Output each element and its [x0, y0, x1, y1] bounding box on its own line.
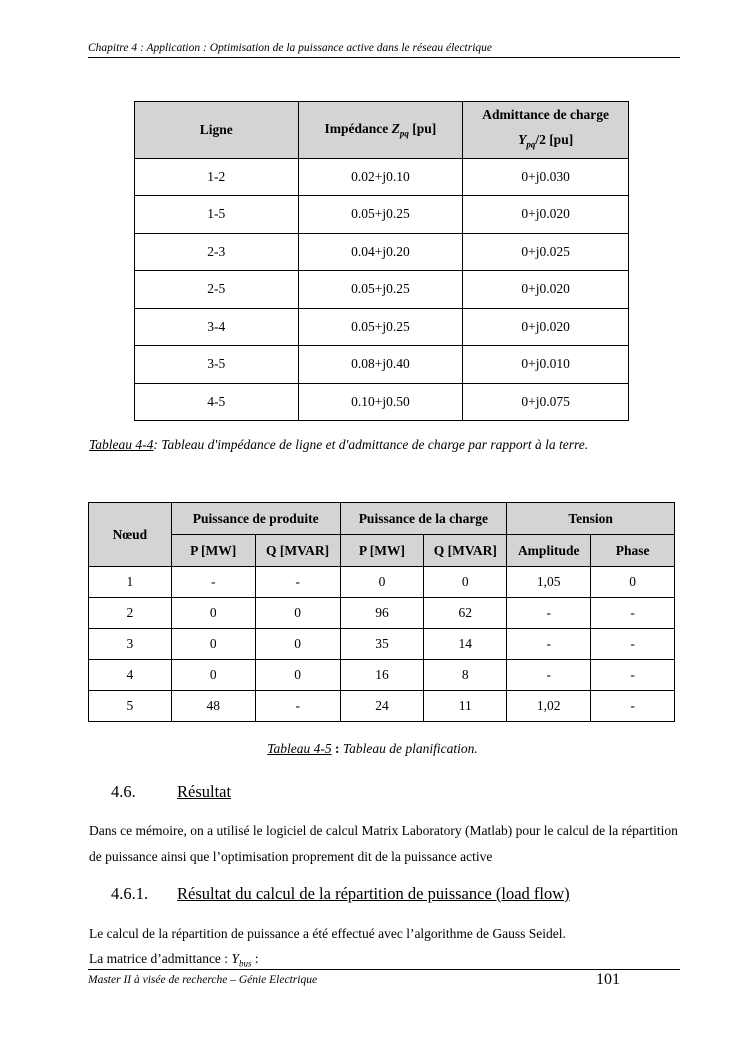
cell-z: 0.08+j0.40 [298, 346, 463, 384]
ybus-end: : [251, 951, 259, 966]
cell-pg: 0 [171, 629, 255, 660]
cell-qg: 0 [255, 598, 340, 629]
paragraph-intro: Dans ce mémoire, on a utilisé le logiciel de calcul Matrix Laboratory (Matlab) pour le calcul de la répartition de puissance ainsi que l’optimisation proprement dit de la puissance active [89, 823, 678, 864]
header-impedance [298, 102, 463, 159]
cell-y: 0+j0.020 [463, 308, 629, 346]
z-unit: [pu] [408, 121, 437, 136]
header-charge: Puissance de la charge [340, 503, 507, 535]
cell-amp: - [507, 660, 591, 691]
cell-ph: - [591, 629, 675, 660]
header-tension: Tension [507, 503, 675, 535]
table-row [135, 383, 629, 421]
caption-table-4-5 [0, 741, 745, 757]
cell-n: 3 [89, 629, 172, 660]
cell-n: 4 [89, 660, 172, 691]
subsection-number: 4.6.1. [111, 884, 149, 903]
footer-text: Master II à visée de recherche – Génie Electrique [88, 974, 318, 986]
y-symbol: Y [518, 132, 527, 147]
cell-qg: - [255, 691, 340, 722]
section-heading [111, 782, 231, 802]
subsection-title: Résultat du calcul de la répartition de puissance (load flow) [177, 884, 570, 903]
header-p-gen: P [MW] [171, 535, 255, 567]
table-row [89, 567, 675, 598]
ybus-symbol: Y [231, 951, 239, 966]
section-number: 4.6. [111, 782, 136, 801]
cell-y: 0+j0.020 [463, 271, 629, 309]
table-row [135, 233, 629, 271]
cell-ql: 62 [424, 598, 507, 629]
cell-qg: - [255, 567, 340, 598]
table-row [135, 271, 629, 309]
cell-z: 0.05+j0.25 [298, 271, 463, 309]
cell-z: 0.02+j0.10 [298, 158, 463, 196]
header-ligne: Ligne [135, 102, 299, 159]
cell-pg: - [171, 567, 255, 598]
z-subscript: pq [399, 128, 409, 139]
table-row [89, 691, 675, 722]
cell-ph: - [591, 598, 675, 629]
table-row [135, 346, 629, 384]
cell-amp: 1,02 [507, 691, 591, 722]
cell-pl: 96 [340, 598, 424, 629]
cell-z: 0.10+j0.50 [298, 383, 463, 421]
table-row [135, 308, 629, 346]
caption-table-4-4 [89, 437, 588, 453]
ybus-subscript: bus [238, 958, 252, 969]
header-q-load: Q [MVAR] [424, 535, 507, 567]
cell-n: 2 [89, 598, 172, 629]
header-phase: Phase [591, 535, 675, 567]
cell-amp: 1,05 [507, 567, 591, 598]
table-header-row [135, 102, 629, 159]
cell-ph: - [591, 660, 675, 691]
cell-amp: - [507, 598, 591, 629]
cell-ligne: 3-5 [135, 346, 299, 384]
cell-z: 0.05+j0.25 [298, 196, 463, 234]
table-row [135, 158, 629, 196]
table-row [135, 196, 629, 234]
cell-ligne: 3-4 [135, 308, 299, 346]
y-rest: /2 [pu] [535, 132, 574, 147]
cell-y: 0+j0.025 [463, 233, 629, 271]
subsection-heading [111, 884, 570, 904]
caption-text: : Tableau d'impédance de ligne et d'admittance de charge par rapport à la terre. [153, 437, 589, 452]
cell-z: 0.05+j0.25 [298, 308, 463, 346]
table-row [89, 629, 675, 660]
cell-y: 0+j0.020 [463, 196, 629, 234]
cell-z: 0.04+j0.20 [298, 233, 463, 271]
cell-y: 0+j0.030 [463, 158, 629, 196]
table-subheader-row [89, 535, 675, 567]
cell-qg: 0 [255, 629, 340, 660]
cell-ligne: 1-2 [135, 158, 299, 196]
cell-ligne: 2-5 [135, 271, 299, 309]
cell-ligne: 1-5 [135, 196, 299, 234]
cell-ql: 11 [424, 691, 507, 722]
cell-y: 0+j0.010 [463, 346, 629, 384]
cell-ligne: 2-3 [135, 233, 299, 271]
cell-ql: 0 [424, 567, 507, 598]
caption-text: Tableau de planification. [342, 741, 478, 756]
cell-pl: 35 [340, 629, 424, 660]
table-row [89, 660, 675, 691]
admittance-line1: Admittance de charge [482, 107, 609, 122]
z-symbol: Z [391, 121, 400, 136]
header-q-gen: Q [MVAR] [255, 535, 340, 567]
caption-label: Tableau 4-5 [267, 741, 332, 756]
cell-pl: 0 [340, 567, 424, 598]
planning-table [88, 502, 675, 722]
cell-n: 1 [89, 567, 172, 598]
cell-ql: 14 [424, 629, 507, 660]
cell-ph: 0 [591, 567, 675, 598]
header-noeud: Nœud [89, 503, 172, 567]
header-impedance-label: Impédance [324, 121, 389, 136]
cell-y: 0+j0.075 [463, 383, 629, 421]
page-number: 101 [596, 971, 620, 988]
cell-amp: - [507, 629, 591, 660]
cell-ligne: 4-5 [135, 383, 299, 421]
table-row [89, 598, 675, 629]
cell-ph: - [591, 691, 675, 722]
cell-qg: 0 [255, 660, 340, 691]
cell-pg: 0 [171, 660, 255, 691]
y-subscript: pq [526, 139, 536, 150]
page-footer [88, 969, 680, 994]
section-title: Résultat [177, 782, 232, 801]
header-p-load: P [MW] [340, 535, 424, 567]
table-header-row [89, 503, 675, 535]
cell-ql: 8 [424, 660, 507, 691]
header-amplitude: Amplitude [507, 535, 591, 567]
page-header: Chapitre 4 : Application : Optimisation de la puissance active dans le réseau électrique [88, 42, 680, 58]
caption-separator: : [331, 741, 343, 756]
caption-label: Tableau 4-4 [89, 437, 154, 452]
cell-pl: 16 [340, 660, 424, 691]
ybus-text: La matrice d’admittance : [89, 951, 232, 966]
header-admittance [463, 102, 629, 159]
cell-pg: 48 [171, 691, 255, 722]
cell-n: 5 [89, 691, 172, 722]
cell-pl: 24 [340, 691, 424, 722]
header-produite: Puissance de produite [171, 503, 340, 535]
line-impedance-table [134, 101, 629, 421]
cell-pg: 0 [171, 598, 255, 629]
paragraph-gauss-seidel: Le calcul de la répartition de puissance a été effectué avec l’algorithme de Gauss Seidel. [89, 926, 566, 941]
